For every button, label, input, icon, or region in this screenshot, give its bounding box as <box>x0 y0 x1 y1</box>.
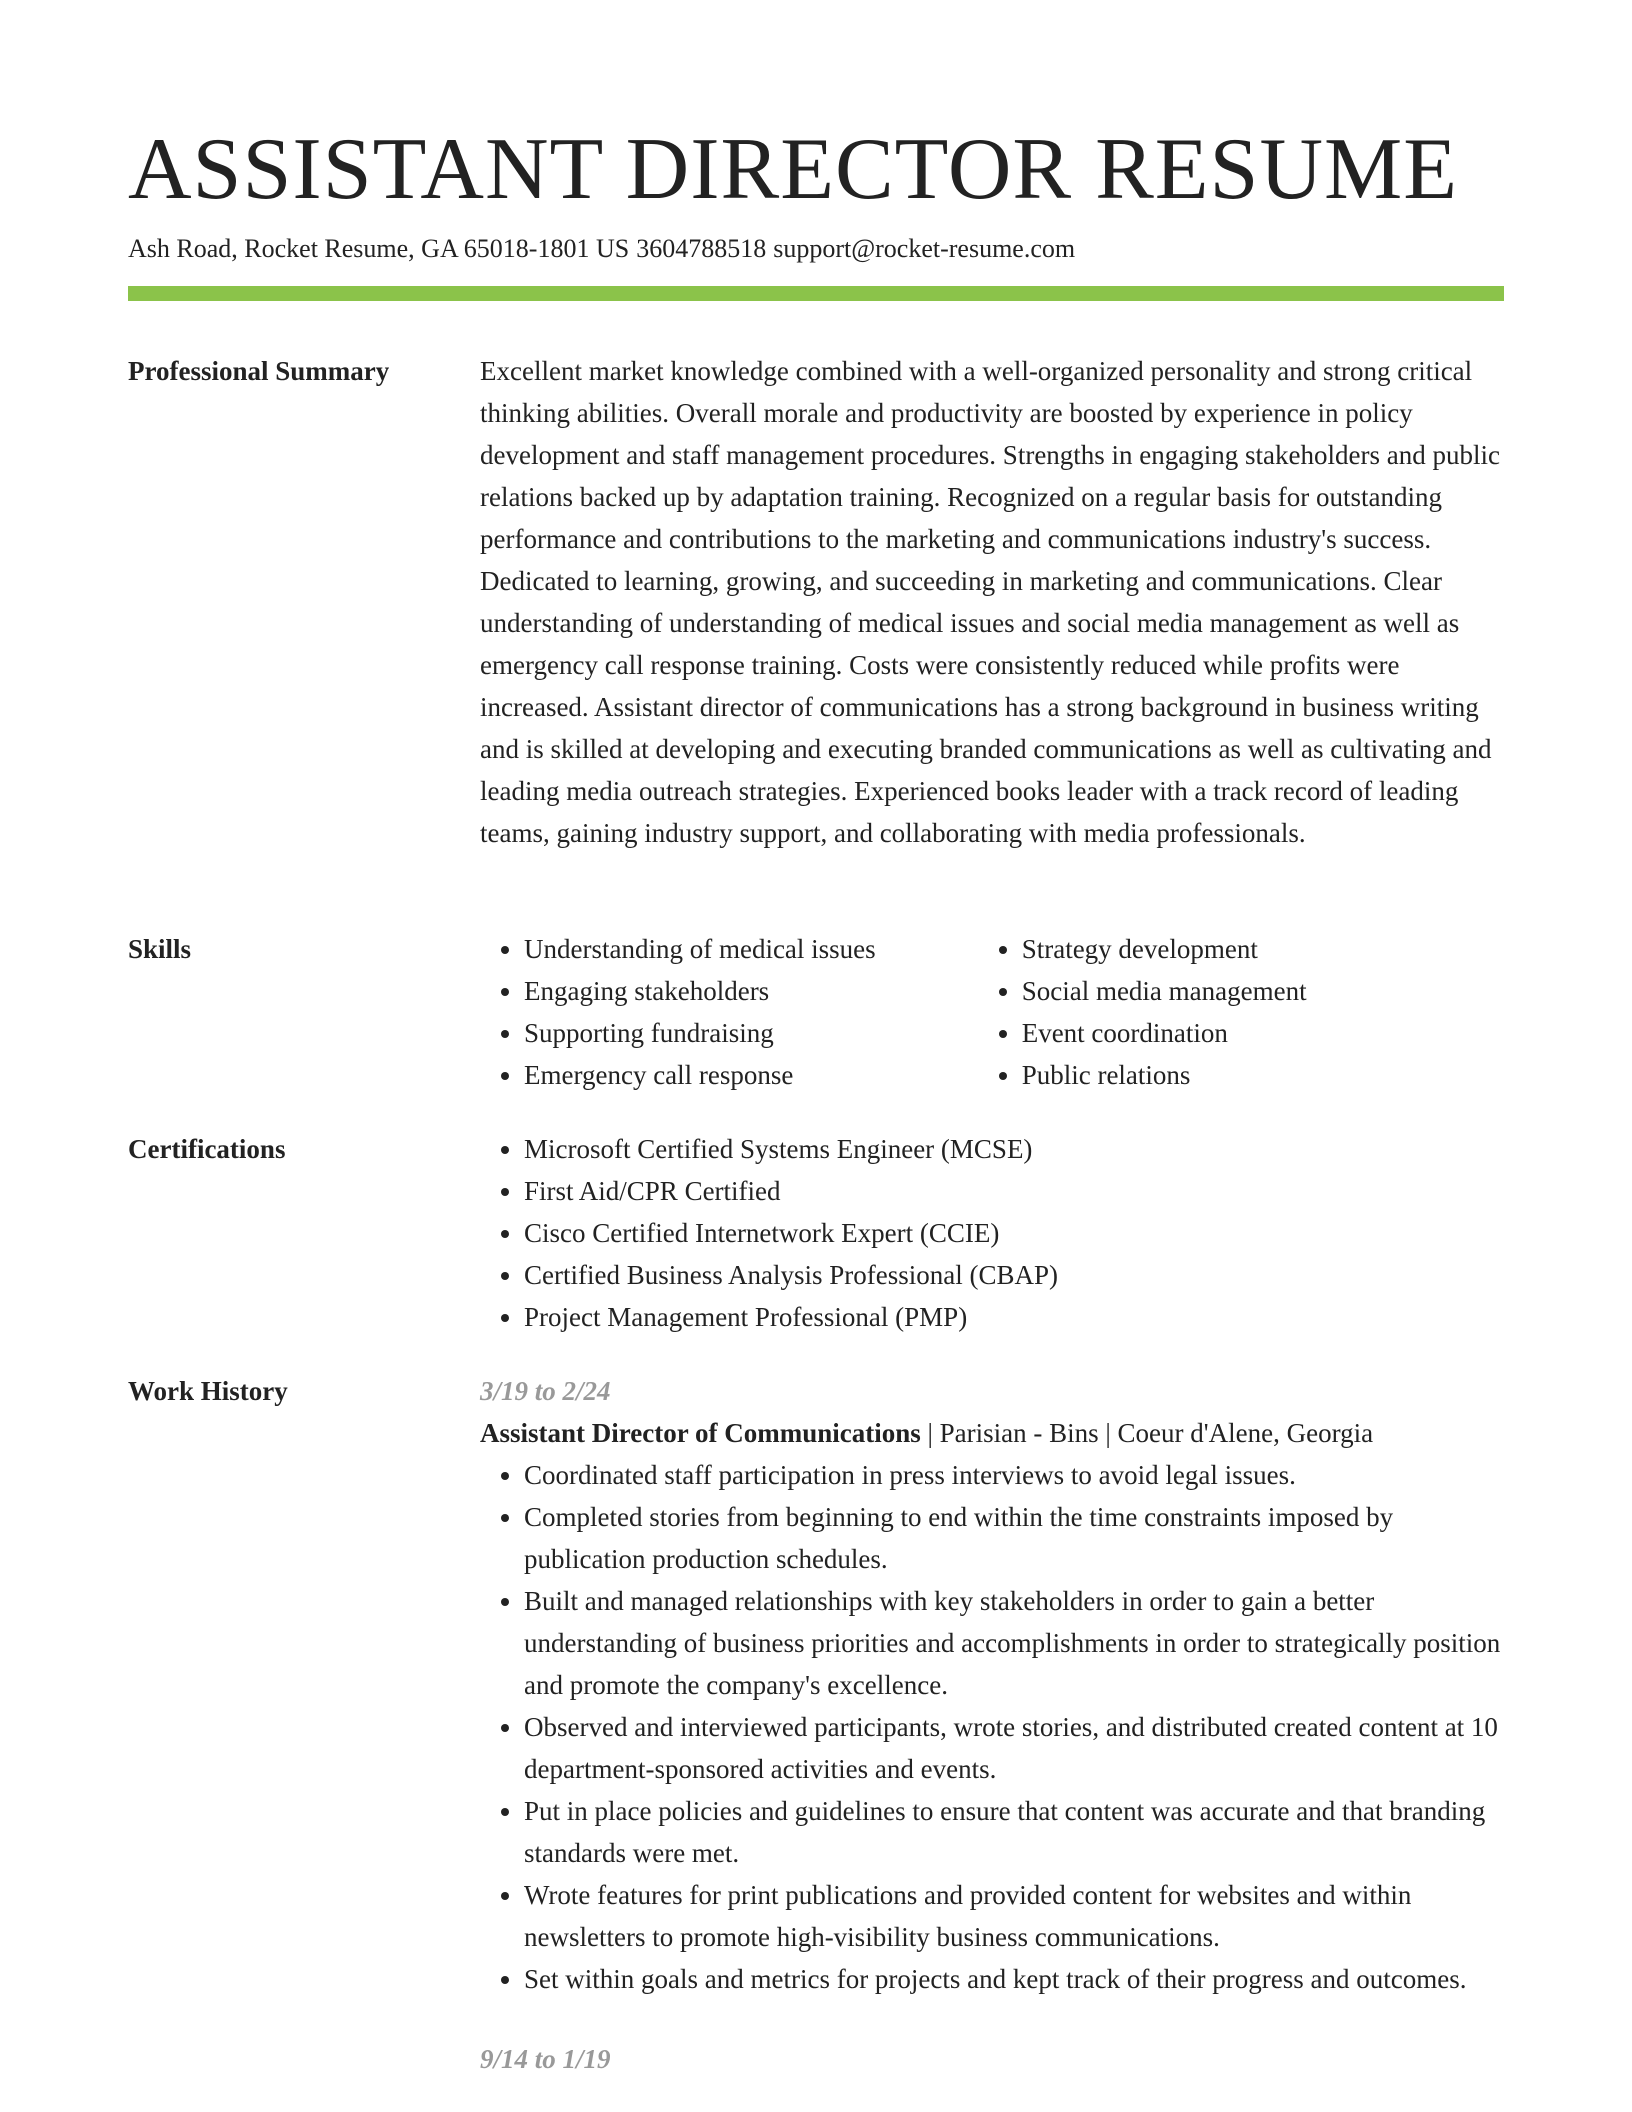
skills-list-right <box>978 928 1504 1096</box>
contact-phone: 3604788518 <box>636 234 767 263</box>
job-bullet: • Completed stories from beginning to end within the time constraints imposed by publication production schedules. <box>524 1496 1504 1580</box>
job-bullet: • Coordinated staff participation in press interviews to avoid legal issues. <box>524 1454 1504 1496</box>
job-entry <box>480 1370 1504 2000</box>
skills-list-left <box>480 928 968 1096</box>
skill-item: • Supporting fundraising <box>524 1012 968 1054</box>
skill-item: • Event coordination <box>1022 1012 1504 1054</box>
skills-label: Skills <box>128 934 192 964</box>
skill-item: • Public relations <box>1022 1054 1504 1096</box>
summary-body <box>480 350 1504 854</box>
resume-title: ASSISTANT DIRECTOR RESUME <box>128 121 1459 218</box>
certification-item: • Microsoft Certified Systems Engineer (MCSE) <box>524 1128 1504 1170</box>
contact-line <box>128 231 1075 267</box>
summary-text: Excellent market knowledge combined with a well-organized personality and strong critical thinking abilities. Overall morale and productivity are boosted by experience in policy development and staff management procedures. Strengths in engaging stakeholders and public relations backed up by adaptation training. Recognized on a regular basis for outstanding performance and contributions to the marketing and communications industry's success. Dedicated to learning, growing, and succeeding in marketing and communications. Clear understanding of understanding of medical issues and social media management as well as emergency call response training. Costs were consistently reduced while profits were increased. Assistant director of communications has a strong background in business writing and is skilled at developing and executing branded communications as well as cultivating and leading media outreach strategies. Experienced books leader with a track record of leading teams, gaining industry support, and collaborating with media professionals. <box>480 356 1500 848</box>
job-bullet: • Built and managed relationships with key stakeholders in order to gain a better understanding of business priorities and accomplishments in order to strategically position and promote the company's excellence. <box>524 1580 1504 1706</box>
skill-item: • Social media management <box>1022 970 1504 1012</box>
certification-item: • Project Management Professional (PMP) <box>524 1296 1504 1338</box>
job-bullet: • Observed and interviewed participants, wrote stories, and distributed created content at 10 department-sponsored activities and events. <box>524 1706 1504 1790</box>
job-bullet: • Wrote features for print publications and provided content for websites and within newsletters to promote high-visibility business communications. <box>524 1874 1504 1958</box>
work-history-body <box>480 1370 1504 2080</box>
skills-body <box>480 928 1504 1096</box>
skill-item: • Engaging stakeholders <box>524 970 968 1012</box>
skill-item: • Understanding of medical issues <box>524 928 968 970</box>
job-details: | Parisian - Bins | Coeur d'Alene, Georgia <box>920 1418 1374 1448</box>
job-bullets <box>480 1454 1504 2000</box>
job-dates: 3/19 to 2/24 <box>480 1376 611 1406</box>
skill-item: • Emergency call response <box>524 1054 968 1096</box>
work-history-label: Work History <box>128 1376 288 1406</box>
certification-item: • Cisco Certified Internetwork Expert (CCIE) <box>524 1212 1504 1254</box>
skill-item: • Strategy development <box>1022 928 1504 970</box>
certifications-body <box>480 1128 1504 1338</box>
contact-email[interactable]: support@rocket-resume.com <box>773 234 1076 263</box>
job-title: Assistant Director of Communications <box>480 1418 921 1448</box>
job-entry <box>480 2038 1504 2080</box>
certification-item: • First Aid/CPR Certified <box>524 1170 1504 1212</box>
certification-item: • Certified Business Analysis Professional (CBAP) <box>524 1254 1504 1296</box>
job-bullet: • Set within goals and metrics for projects and kept track of their progress and outcomes. <box>524 1958 1504 2000</box>
job-bullet: • Put in place policies and guidelines to ensure that content was accurate and that branding standards were met. <box>524 1790 1504 1874</box>
summary-label: Professional Summary <box>128 356 390 386</box>
certifications-list <box>480 1128 1504 1338</box>
accent-divider <box>128 286 1504 301</box>
certifications-label: Certifications <box>128 1134 286 1164</box>
contact-address: Ash Road, Rocket Resume, GA 65018-1801 US <box>128 234 630 263</box>
job-dates: 9/14 to 1/19 <box>480 2044 611 2074</box>
job-heading <box>480 1412 1504 1454</box>
